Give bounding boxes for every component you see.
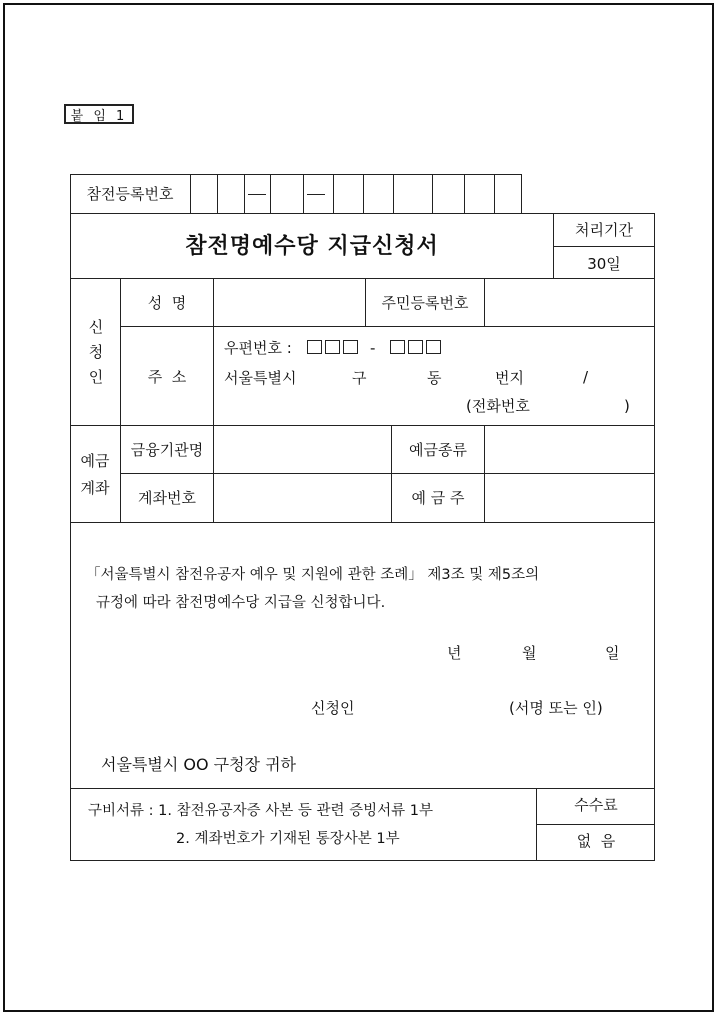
deposit-type-field[interactable] [485,426,654,473]
address-label: 주 소 [147,368,187,386]
address-dong: 동 [427,369,442,387]
name-field[interactable] [214,279,364,326]
date-day-label: 일 [605,644,620,662]
deposit-type-label: 예금종류 [409,441,467,459]
form-title: 참전명예수당 지급신청서 [185,234,439,259]
fee-value: 없 음 [576,832,616,850]
account-holder-field[interactable] [485,474,654,522]
deposit-section-label: 예금 [80,452,110,470]
bank-name-field[interactable] [214,426,390,473]
postal-digit-box[interactable] [343,340,358,354]
resident-number-label: 주민등록번호 [381,294,469,312]
address-beonji: 번지 [495,369,524,387]
processing-period-value: 30일 [587,255,621,273]
account-number-field[interactable] [214,474,390,522]
postal-digit-box[interactable] [408,340,423,354]
postal-dash: - [370,339,376,357]
statement-line-1: 「서울특별시 참전유공자 예우 및 지원에 관한 조례」 제3조 및 제5조의 [86,567,540,583]
applicant-signature-label: 신청인 [311,699,355,717]
postal-digit-box[interactable] [307,340,322,354]
required-documents-line-1: 구비서류 : 1. 참전유공자증 사본 등 관련 증빙서류 1부 [88,803,433,819]
statement-line-2: 규정에 따라 참전명예수당 지급을 신청합니다. [96,595,386,611]
name-label: 성 명 [147,294,187,312]
date-month-label: 월 [522,644,537,662]
account-holder-label: 예 금 주 [411,489,465,507]
phone-close: ) [624,397,630,415]
applicant-section-label: 신 청 인 [88,318,104,386]
account-number-label: 계좌번호 [138,489,196,507]
attachment-tag: 붙 임 1 [64,104,134,124]
phone-label: (전화번호 [466,397,530,415]
postal-digit-box[interactable] [390,340,405,354]
signature-or-seal-label: (서명 또는 인) [509,699,603,717]
postal-digit-box[interactable] [426,340,441,354]
address-gu: 구 [352,369,367,387]
addressee: 서울특별시 OO 구청장 귀하 [101,755,297,774]
required-documents-line-2: 2. 계좌번호가 기재된 통장사본 1부 [176,831,400,847]
fee-label: 수수료 [574,796,618,814]
postal-code-label: 우편번호 : [224,339,292,357]
resident-number-field[interactable] [485,279,654,326]
postal-digit-box[interactable] [325,340,340,354]
address-city: 서울특별시 [224,369,297,387]
processing-period-label: 처리기간 [575,221,633,239]
bank-name-label: 금융기관명 [130,441,204,459]
registration-number-label: 참전등록번호 [86,185,174,203]
address-slash: / [583,368,589,386]
date-year-label: 년 [447,644,462,662]
